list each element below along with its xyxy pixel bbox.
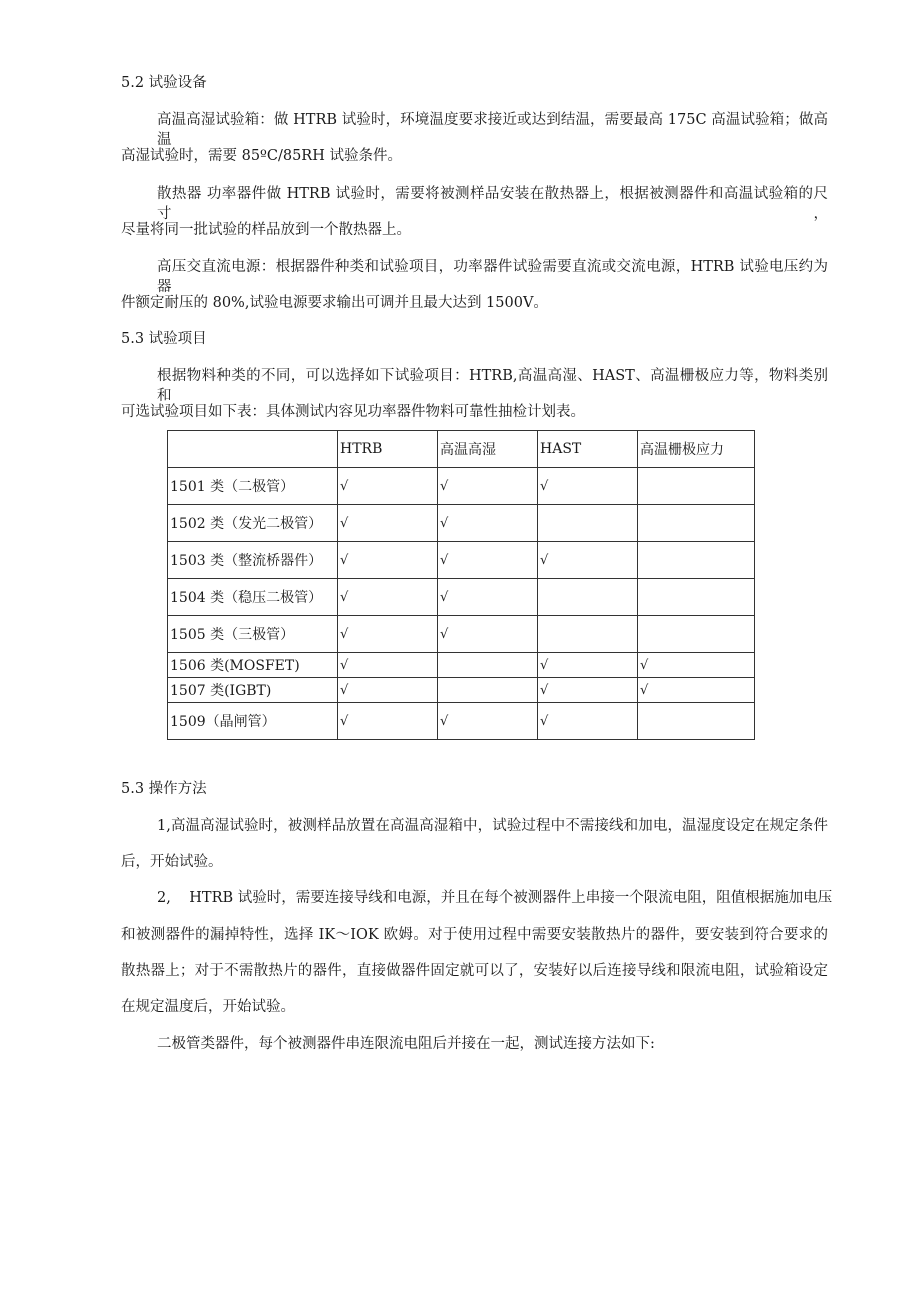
table-cell (438, 678, 538, 703)
table-cell (638, 616, 755, 653)
section-heading-5-2: 5.2 试验设备 (121, 75, 207, 91)
table-cell: √ (338, 653, 438, 678)
paragraph-line: 高温高湿试验箱：做 HTRB 试验时，环境温度要求接近或达到结温，需要最高 175C 高温试验箱；做高温 (157, 112, 828, 148)
table-row-label: 1502 类（发光二极管） (168, 505, 338, 542)
paragraph-line: 1,高温高湿试验时，被测样品放置在高温高湿箱中，试验过程中不需接线和加电，温湿度设定在规定条件 (157, 818, 828, 834)
paragraph-line: 尽量将同一批试验的样品放到一个散热器上。 (121, 222, 411, 238)
table-row-label: 1506 类(MOSFET) (168, 653, 338, 678)
table-cell (538, 579, 638, 616)
table-cell: √ (438, 703, 538, 740)
table-row-label: 1503 类（整流桥器件） (168, 542, 338, 579)
table-cell: √ (338, 616, 438, 653)
table-cell: √ (538, 703, 638, 740)
paragraph-line: 可选试验项目如下表：具体测试内容见功率器件物料可靠性抽检计划表。 (121, 404, 585, 420)
table-cell: √ (338, 678, 438, 703)
table-cell: √ (338, 542, 438, 579)
table-row (168, 579, 755, 616)
table-cell: √ (638, 678, 755, 703)
table-row (168, 542, 755, 579)
paragraph-line: 2, HTRB 试验时，需要连接导线和电源，并且在每个被测器件上串接一个限流电阻，阻值根据施加电压 (157, 890, 833, 906)
table-cell: √ (538, 678, 638, 703)
table-cell (638, 542, 755, 579)
table-row (168, 678, 755, 703)
table-row (168, 616, 755, 653)
table-row-label: 1504 类（稳压二极管） (168, 579, 338, 616)
table-cell: √ (338, 703, 438, 740)
table-row-label: 1501 类（二极管） (168, 468, 338, 505)
paragraph-line: 和被测器件的漏掉特性，选择 IK～IOK 欧姆。对于使用过程中需要安装散热片的器件，要安装到符合要求的 (121, 927, 828, 943)
table-cell (638, 579, 755, 616)
section-heading-5-3-items: 5.3 试验项目 (121, 331, 207, 347)
table-cell: √ (438, 542, 538, 579)
table-cell: √ (538, 468, 638, 505)
table-cell: √ (338, 579, 438, 616)
table-row (168, 505, 755, 542)
table-cell (538, 616, 638, 653)
table-row (168, 653, 755, 678)
paragraph-line: 后，开始试验。 (121, 854, 223, 870)
table-header-cell: HAST (538, 431, 638, 468)
test-items-table (167, 430, 755, 740)
paragraph-line: 高压交直流电源：根据器件种类和试验项目，功率器件试验需要直流或交流电源，HTRB 试验电压约为器 (157, 259, 828, 295)
table-cell: √ (438, 468, 538, 505)
paragraph-line: 高湿试验时，需要 85ºC/85RH 试验条件。 (121, 148, 402, 164)
section-heading-5-3-method: 5.3 操作方法 (121, 781, 207, 797)
table-cell (438, 653, 538, 678)
table-row (168, 703, 755, 740)
paragraph-line: 在规定温度后，开始试验。 (121, 999, 295, 1015)
table-header-row (168, 431, 755, 468)
table-header-cell (168, 431, 338, 468)
paragraph-line: 散热器上；对于不需散热片的器件，直接做器件固定就可以了，安装好以后连接导线和限流电阻，试验箱设定 (121, 963, 828, 979)
table-cell: √ (538, 653, 638, 678)
table-cell (638, 703, 755, 740)
table-cell: √ (638, 653, 755, 678)
table-cell (538, 505, 638, 542)
table-cell (638, 505, 755, 542)
paragraph-line: 散热器 功率器件做 HTRB 试验时，需要将被测样品安装在散热器上，根据被测器件和高温试验箱的尺寸， (157, 186, 828, 222)
table-cell: √ (338, 468, 438, 505)
table-row-label: 1505 类（三极管） (168, 616, 338, 653)
paragraph-line: 根据物料种类的不同，可以选择如下试验项目：HTRB,高温高湿、HAST、高温栅极应力等，物料类别和 (157, 368, 828, 404)
table-row-label: 1509（晶闸管） (168, 703, 338, 740)
table-cell: √ (338, 505, 438, 542)
table-cell: √ (538, 542, 638, 579)
paragraph-line: 件额定耐压的 80%,试验电源要求输出可调并且最大达到 1500V。 (121, 295, 548, 311)
paragraph-line: 二极管类器件，每个被测器件串连限流电阻后并接在一起，测试连接方法如下: (157, 1036, 655, 1052)
table-header-cell: 高温栅极应力 (638, 431, 755, 468)
table-cell: √ (438, 616, 538, 653)
table-cell: √ (438, 579, 538, 616)
table-header-cell: HTRB (338, 431, 438, 468)
table-cell: √ (438, 505, 538, 542)
table-row-label: 1507 类(IGBT) (168, 678, 338, 703)
table-cell (638, 468, 755, 505)
table-row (168, 468, 755, 505)
table-header-cell: 高温高湿 (438, 431, 538, 468)
